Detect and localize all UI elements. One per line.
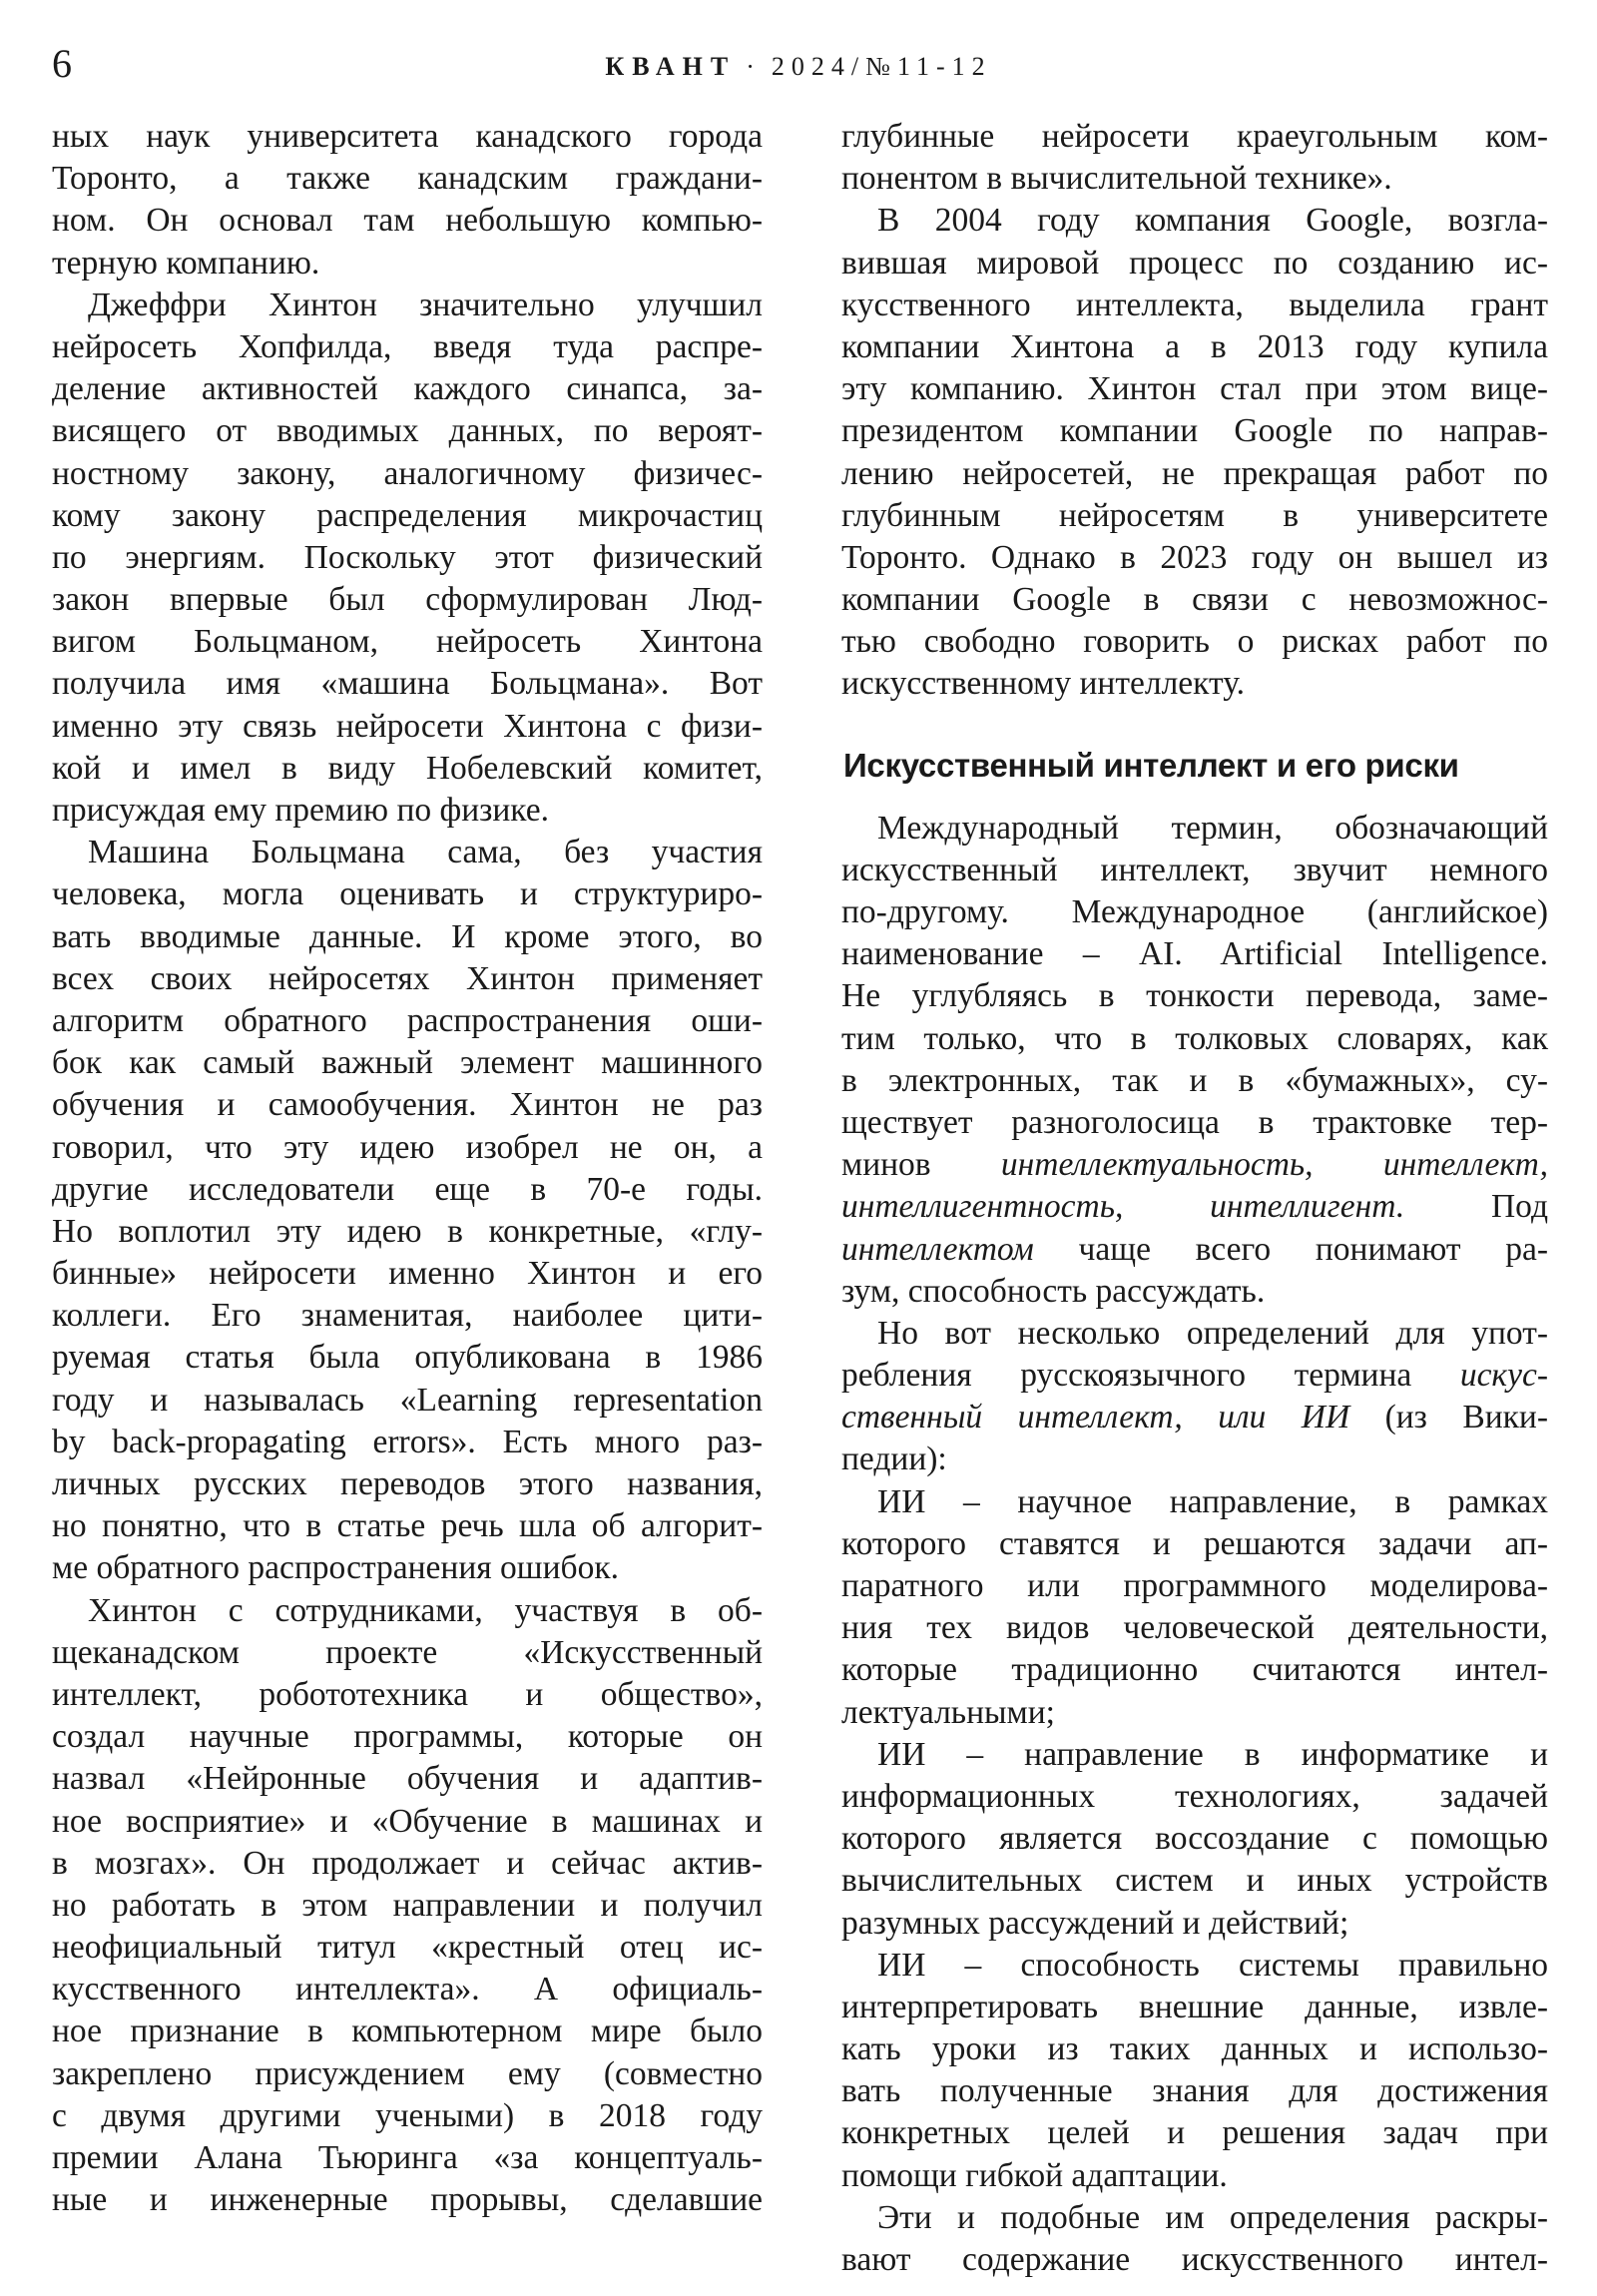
text-line: ные и инженерные прорывы, сделавшие (52, 2181, 763, 2219)
text-segment: Международный термин, обозначающий (877, 809, 1548, 847)
text-line: Хинтон с сотрудниками, участвуя в об- (88, 1591, 763, 1629)
text-line: другие исследователи еще в 70-е годы. (52, 1170, 763, 1208)
right-column-text-after-heading (841, 808, 1548, 2282)
text-segment: ИИ – направление в информатике и (877, 1735, 1548, 1773)
text-line (841, 808, 1548, 850)
text-segment: ществует разноголосица в трактовке тер- (841, 1103, 1548, 1141)
text-line: личных русских переводов этого названия, (52, 1465, 763, 1502)
text-segment: кать уроки из таких данных и использо- (841, 2030, 1548, 2068)
text-line: ных наук университета канадского города (52, 118, 763, 155)
paragraph (52, 116, 763, 285)
paragraph (52, 285, 763, 832)
text-line (841, 891, 1548, 933)
text-segment: Не углубляясь в тонкости перевода, заме- (841, 977, 1548, 1015)
text-line (841, 2155, 1548, 2197)
text-segment: искусственный интеллект, звучит немного (841, 851, 1548, 888)
italic-term: интеллектом (841, 1230, 1034, 1268)
text-line: кой и имел в виду Нобелевский комитет, (52, 749, 763, 787)
text-line (841, 1860, 1548, 1902)
text-line (841, 2028, 1548, 2070)
running-head (0, 52, 1597, 82)
text-segment: ИИ – научное направление, в рамках (877, 1482, 1548, 1520)
issue-number: 2024/№11-12 (771, 52, 992, 81)
text-line (841, 2070, 1548, 2112)
paragraph (52, 1590, 763, 2222)
text-segment: паратного или программного моделирова- (841, 1567, 1548, 1604)
text-line: компании Google в связи с невозможнос- (841, 581, 1548, 619)
paragraph (841, 1313, 1548, 1481)
text-segment: ния тех видов человеческой деятельности, (841, 1609, 1548, 1647)
text-line: глубинные нейросети краеугольным ком- (841, 118, 1548, 155)
text-line (841, 1060, 1548, 1102)
text-line: человека, могла оценивать и структуриро- (52, 875, 763, 913)
text-line: назвал «Нейронные обучения и адаптив- (52, 1760, 763, 1798)
text-line: терную компанию. (52, 244, 320, 282)
text-segment: тим только, что в толковых словарях, как (841, 1019, 1548, 1057)
text-line (841, 933, 1548, 975)
text-line: лению нейросетей, не прекращая работ по (841, 454, 1548, 492)
text-line: но работать в этом направлении и получил (52, 1886, 763, 1924)
text-line: присуждая ему премию по физике. (52, 792, 549, 829)
text-line (841, 1903, 1548, 1945)
text-segment: конкретных целей и решения задач при (841, 2114, 1548, 2152)
paragraph (841, 200, 1548, 705)
text-line: ное признание в компьютерном мире было (52, 2012, 763, 2050)
text-line (841, 1102, 1548, 1144)
text-segment: ребления русскоязычного термина (841, 1357, 1460, 1395)
text-line: получила имя «машина Больцмана». Вот (52, 665, 763, 703)
paragraph (52, 832, 763, 1589)
text-line (841, 2239, 1548, 2281)
text-line (841, 1229, 1548, 1271)
text-line: тью свободно говорить о рисках работ по (841, 623, 1548, 661)
text-line: Но воплотил эту идею в конкретные, «глу- (52, 1212, 763, 1250)
paragraph (841, 116, 1548, 200)
text-line: ном. Он основал там небольшую компью- (52, 202, 763, 240)
text-line: обучения и самообучения. Хинтон не раз (52, 1086, 763, 1124)
right-column-text-before-heading (841, 116, 1548, 706)
text-segment: по-другому. Международное (английское) (841, 893, 1548, 930)
text-line: Джеффри Хинтон значительно улучшил (88, 286, 763, 323)
text-line (841, 1397, 1548, 1438)
text-line: всех своих нейросетях Хинтон применяет (52, 959, 763, 997)
italic-term: ственный интеллект, или ИИ (841, 1399, 1350, 1436)
text-line (841, 1186, 1548, 1228)
running-head-separator: · (746, 52, 762, 81)
text-line (841, 1018, 1548, 1060)
text-segment: интерпретировать внешние данные, извле- (841, 1988, 1548, 2025)
text-line: вившая мировой процесс по созданию ис- (841, 244, 1548, 282)
text-line: by back-propagating errors». Есть много раз- (52, 1423, 763, 1460)
text-segment: ИИ – способность системы правильно (877, 1946, 1548, 1984)
text-line: В 2004 году компания Google, возгла- (877, 202, 1548, 240)
text-line: но понятно, что в статье речь шла об алгорит- (52, 1507, 763, 1545)
text-segment: вают содержание искусственного интел- (841, 2241, 1548, 2278)
text-line: Торонто, а также канадским граждани- (52, 160, 763, 198)
text-line: кусственного интеллекта». А официаль- (52, 1971, 763, 2009)
text-line (841, 2112, 1548, 2154)
magazine-title: КВАНТ (605, 52, 737, 81)
text-segment: минов (841, 1146, 1001, 1184)
text-line: бинные» нейросети именно Хинтон и его (52, 1255, 763, 1293)
text-segment: Но вот несколько определений для упот- (877, 1314, 1548, 1352)
page-number: 6 (52, 41, 72, 86)
text-segment: чаще всего понимают ра- (1033, 1230, 1548, 1268)
right-column (841, 116, 1548, 2281)
text-line: алгоритм обратного распространения оши- (52, 1001, 763, 1039)
text-line: премии Алана Тьюринга «за концептуаль- (52, 2139, 763, 2176)
text-segment: Эти и подобные им определения раскры- (877, 2198, 1548, 2236)
text-segment: Под (1404, 1188, 1548, 1226)
text-segment: которые традиционно считаются интел- (841, 1651, 1548, 1689)
text-line (841, 1271, 1548, 1313)
text-line (841, 1734, 1548, 1776)
text-segment: которого является воссоздание с помощью (841, 1820, 1548, 1858)
text-segment: педии): (841, 1440, 947, 1478)
text-line (841, 1144, 1548, 1186)
text-line: деление активностей каждого синапса, за- (52, 370, 763, 408)
text-line: Машина Больцмана сама, без участия (88, 834, 763, 871)
text-line: кому закону распределения микрочастиц (52, 496, 763, 534)
text-line: ное восприятие» и «Обучение в машинах и (52, 1802, 763, 1840)
text-line: с двумя другими учеными) в 2018 году (52, 2096, 763, 2134)
text-line: ме обратного распространения ошибок. (52, 1549, 619, 1587)
text-line: неофициальный титул «крестный отец ис- (52, 1929, 763, 1967)
text-line (841, 1987, 1548, 2028)
text-line (841, 1776, 1548, 1818)
section-heading: Искусственный интеллект и его риски (843, 746, 1459, 784)
text-line: вать вводимые данные. И кроме этого, во (52, 917, 763, 955)
text-line (841, 1692, 1548, 1734)
text-segment: разумных рассуждений и действий; (841, 1904, 1349, 1942)
text-line: висящего от вводимых данных, по вероят- (52, 412, 763, 450)
paragraph (841, 1945, 1548, 2197)
text-segment: в электронных, так и в «бумажных», су- (841, 1061, 1548, 1099)
italic-term: искус- (1459, 1357, 1548, 1395)
italic-term: интеллектуальность, интеллект, (1000, 1146, 1548, 1184)
text-line: в мозгах». Он продолжает и сейчас актив- (52, 1844, 763, 1882)
text-segment: которого ставятся и решаются задачи ап- (841, 1524, 1548, 1562)
text-segment: помощи гибкой адаптации. (841, 2156, 1228, 2194)
text-line: компании Хинтона а в 2013 году купила (841, 327, 1548, 365)
text-segment: лектуальными; (841, 1693, 1055, 1731)
text-line: ностному закону, аналогичному физичес- (52, 454, 763, 492)
text-line: по энергиям. Поскольку этот физический (52, 538, 763, 576)
text-segment: (из Вики- (1349, 1399, 1548, 1436)
left-column (52, 116, 763, 2221)
text-segment: вать полученные знания для достижения (841, 2072, 1548, 2110)
text-line: эту компанию. Хинтон стал при этом вице- (841, 370, 1548, 408)
text-line: интеллект, робототехника и общество», (52, 1675, 763, 1713)
text-line (841, 1649, 1548, 1691)
text-segment: вычислительных систем и иных устройств (841, 1862, 1548, 1900)
text-line (841, 1818, 1548, 1860)
text-line: бок как самый важный элемент машинного (52, 1044, 763, 1082)
text-segment: информационных технологиях, задачей (841, 1777, 1548, 1815)
text-line: Торонто. Однако в 2023 году он вышел из (841, 538, 1548, 576)
text-segment: зум, способность рассуждать. (841, 1272, 1266, 1310)
text-line (841, 975, 1548, 1017)
text-line (841, 1355, 1548, 1397)
text-segment: наименование – AI. Artificial Intelligence. (841, 935, 1548, 973)
text-line (841, 1945, 1548, 1987)
text-line: понентом в вычислительной технике». (841, 160, 1392, 198)
text-line (841, 1523, 1548, 1565)
text-line (841, 1438, 1548, 1480)
italic-term: интеллигентность, интеллигент. (841, 1188, 1405, 1226)
text-line (841, 2197, 1548, 2239)
text-line: закреплено присуждением ему (совместно (52, 2054, 763, 2092)
text-line (841, 1607, 1548, 1649)
paragraph (841, 2197, 1548, 2281)
text-line: вигом Больцманом, нейросеть Хинтона (52, 623, 763, 661)
paragraph (841, 808, 1548, 1313)
text-line: кусственного интеллекта, выделила грант (841, 286, 1548, 323)
text-line: президентом компании Google по направ- (841, 412, 1548, 450)
text-line (841, 1313, 1548, 1355)
text-line: именно эту связь нейросети Хинтона с физи- (52, 707, 763, 745)
text-line: году и называлась «Learning representation (52, 1381, 763, 1419)
text-line: нейросеть Хопфилда, введя туда распре- (52, 327, 763, 365)
text-line: говорил, что эту идею изобрел не он, а (52, 1128, 763, 1166)
text-line: коллеги. Его знаменитая, наиболее цити- (52, 1297, 763, 1335)
paragraph (841, 1734, 1548, 1945)
paragraph (841, 1481, 1548, 1734)
text-line: руемая статья была опубликована в 1986 (52, 1339, 763, 1377)
text-line (841, 1565, 1548, 1607)
text-line: искусственному интеллекту. (841, 665, 1245, 703)
text-line (841, 1481, 1548, 1523)
text-line: глубинным нейросетям в университете (841, 496, 1548, 534)
text-line: закон впервые был сформулирован Люд- (52, 581, 763, 619)
text-line (841, 850, 1548, 891)
text-line: щеканадском проекте «Искусственный (52, 1633, 763, 1671)
text-line: создал научные программы, которые он (52, 1718, 763, 1756)
